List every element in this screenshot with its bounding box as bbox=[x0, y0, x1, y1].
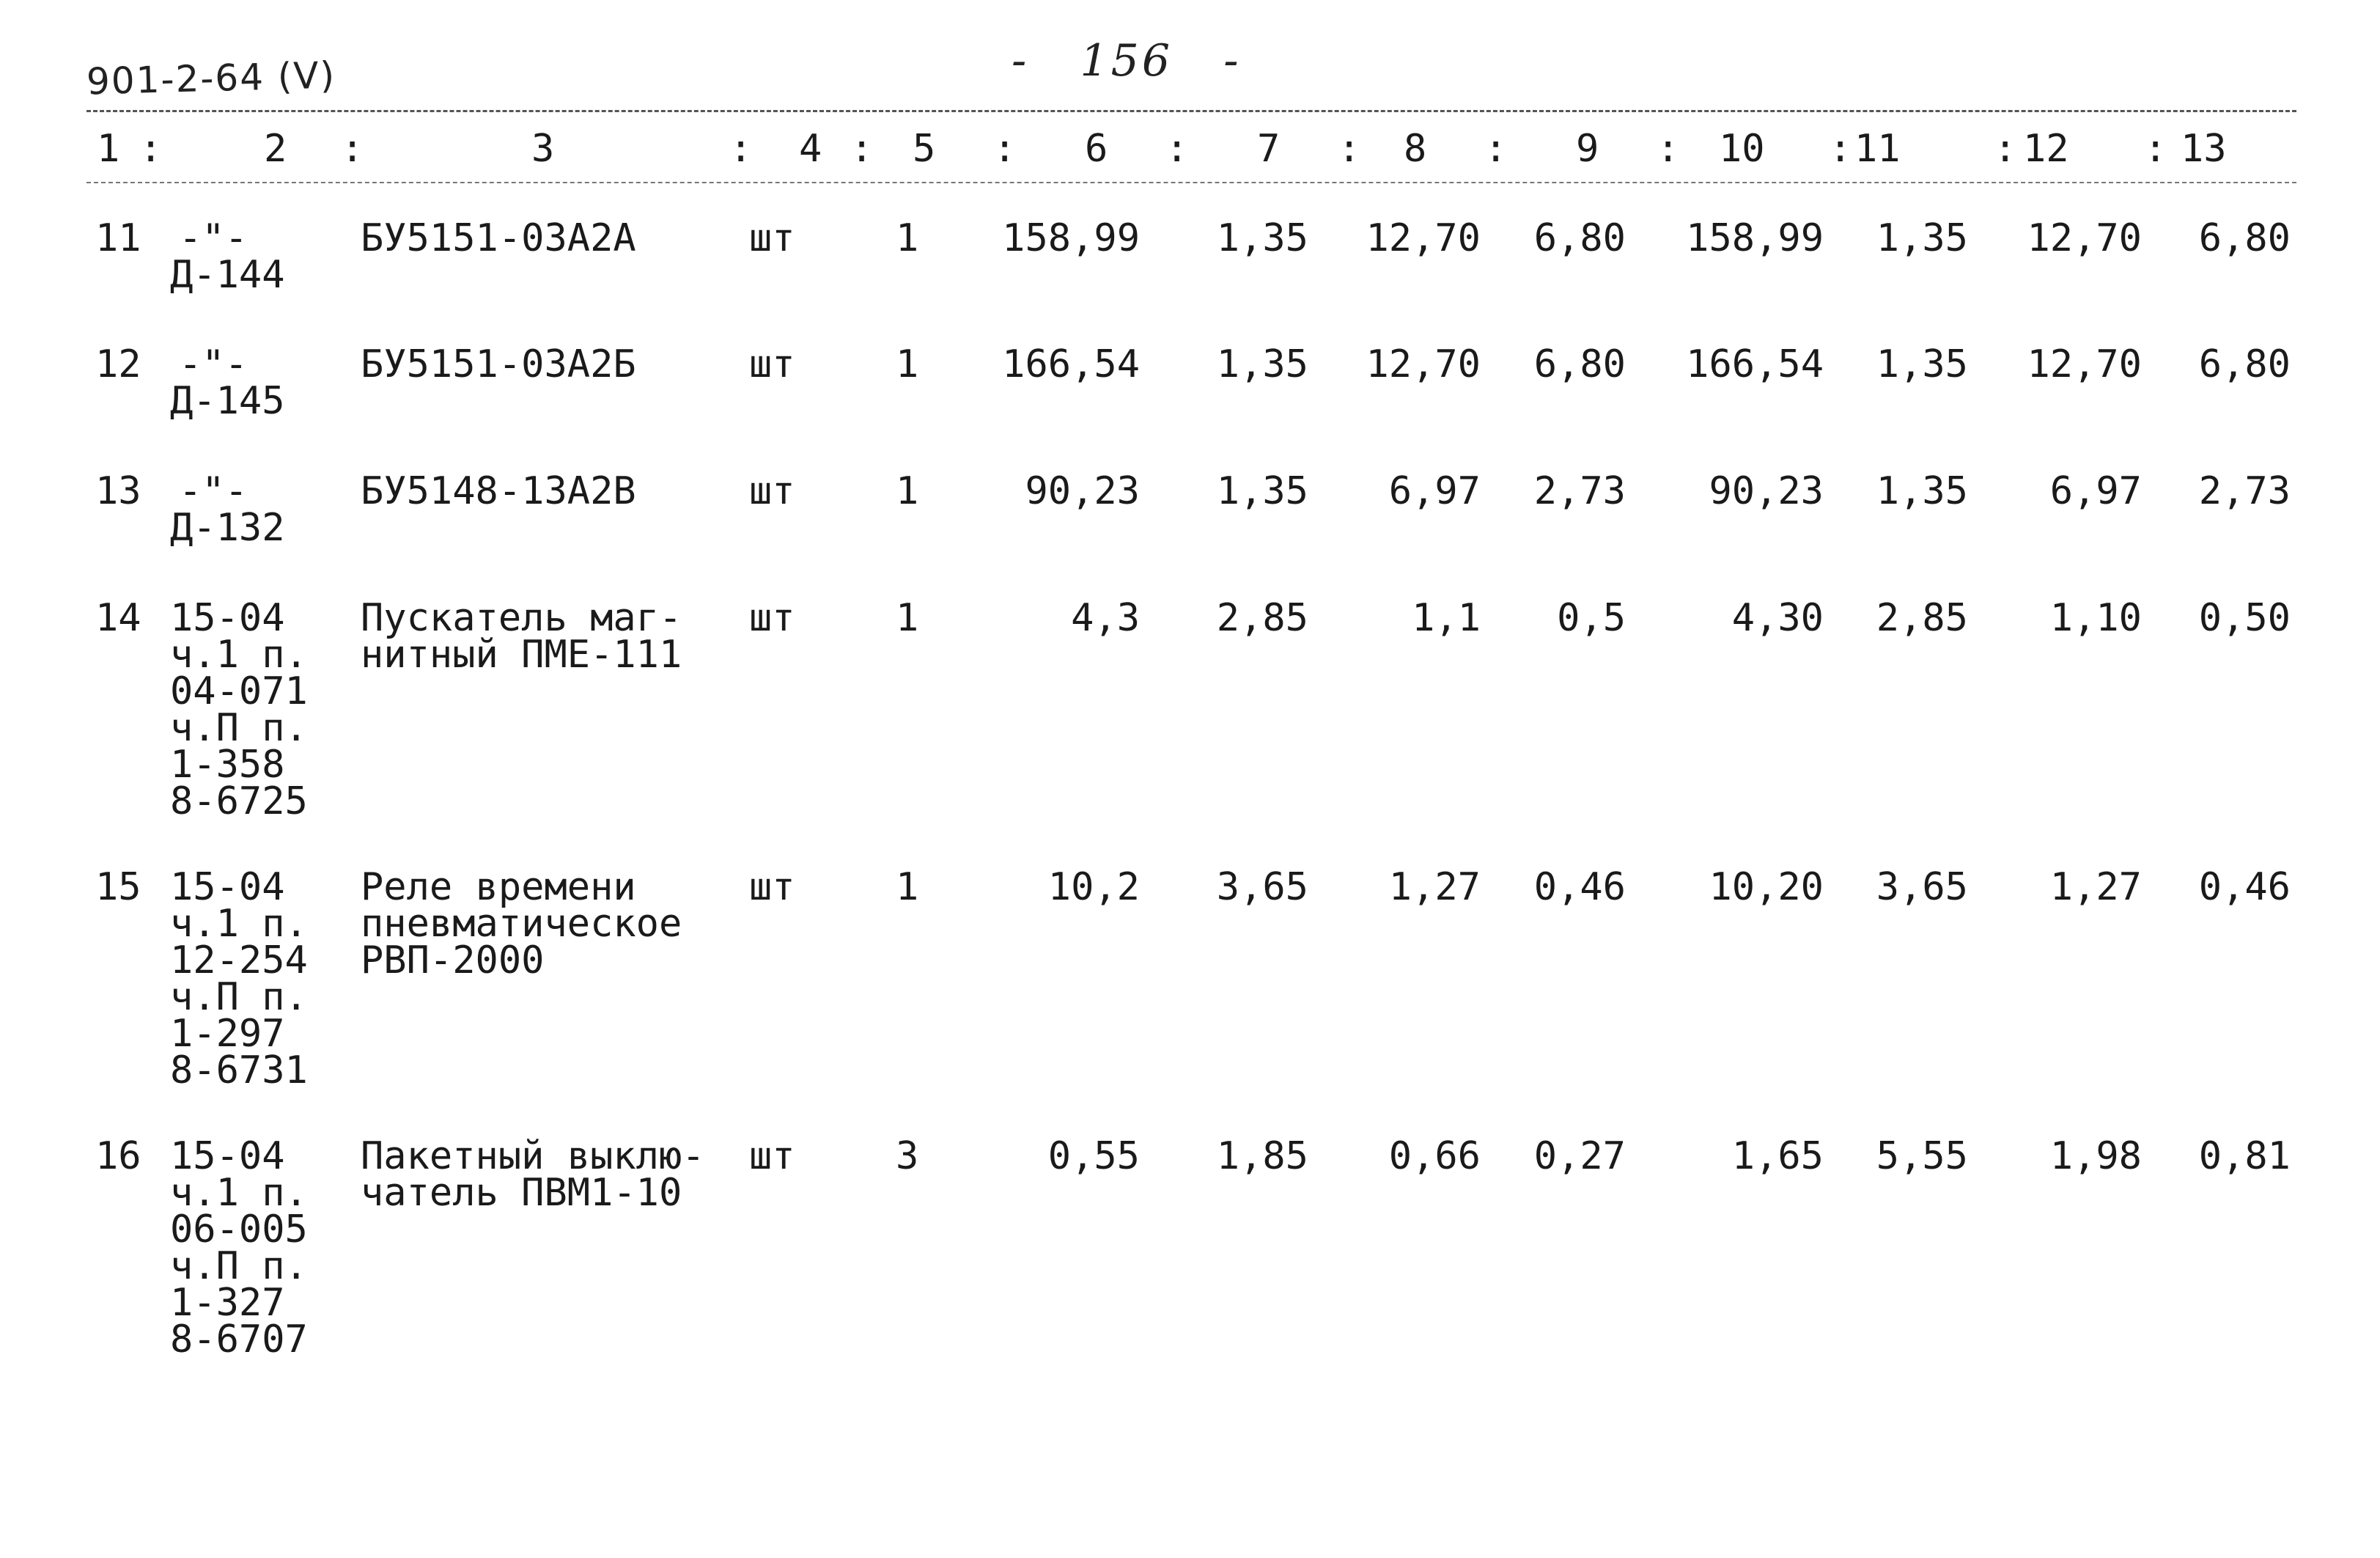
reference-line: 8-6725 bbox=[170, 779, 308, 823]
item-name-line: Пакетный выклю- bbox=[361, 1134, 705, 1178]
value-cell-12: 1,10 bbox=[2049, 596, 2142, 640]
value-cell-12: 12,70 bbox=[2027, 342, 2142, 386]
reference-line: 04-071 bbox=[170, 669, 308, 713]
value-cell-10: 10,20 bbox=[1709, 865, 1824, 909]
value-cell-8: 12,70 bbox=[1366, 216, 1481, 260]
header-separator: : bbox=[2144, 127, 2167, 171]
item-name-line: нитный ПМЕ-111 bbox=[361, 633, 682, 677]
reference-line: ч.П п. bbox=[170, 975, 308, 1019]
reference-line: 1-358 bbox=[170, 743, 285, 787]
header-top-rule bbox=[86, 110, 2296, 112]
header-col-4: 4 bbox=[799, 127, 822, 171]
unit-cell: шт bbox=[749, 596, 795, 640]
header-separator: : bbox=[1165, 127, 1189, 171]
value-cell-11: 1,35 bbox=[1876, 216, 1968, 260]
reference-line: -"- bbox=[179, 469, 248, 513]
value-cell-8: 6,97 bbox=[1388, 469, 1481, 513]
value-cell-13: 2,73 bbox=[2198, 469, 2291, 513]
value-cell-6: 0,55 bbox=[1047, 1134, 1140, 1178]
value-cell-6: 166,54 bbox=[1002, 342, 1140, 386]
value-cell-9: 0,5 bbox=[1557, 596, 1626, 640]
value-cell-13: 6,80 bbox=[2198, 216, 2291, 260]
reference-line: 15-04 bbox=[170, 865, 285, 909]
value-cell-10: 158,99 bbox=[1686, 216, 1824, 260]
row-number: 15 bbox=[95, 865, 141, 909]
item-name-line: Реле времени bbox=[361, 865, 636, 909]
header-col-10: 10 bbox=[1719, 127, 1765, 171]
value-cell-9: 2,73 bbox=[1533, 469, 1626, 513]
value-cell-6: 90,23 bbox=[1025, 469, 1140, 513]
value-cell-7: 3,65 bbox=[1216, 865, 1308, 909]
header-separator: : bbox=[1829, 127, 1852, 171]
item-name-line: чатель ПВМ1-10 bbox=[361, 1171, 682, 1215]
reference-line: -"- bbox=[179, 216, 248, 260]
value-cell-7: 1,35 bbox=[1216, 469, 1308, 513]
item-name-line: БУ5151-03А2Б bbox=[361, 342, 636, 386]
value-cell-6: 10,2 bbox=[1047, 865, 1140, 909]
quantity-cell: 1 bbox=[896, 865, 919, 909]
header-separator: : bbox=[1338, 127, 1361, 171]
page-number: - 156 - bbox=[1012, 35, 1242, 87]
reference-line: 1-297 bbox=[170, 1012, 285, 1056]
value-cell-6: 4,3 bbox=[1071, 596, 1140, 640]
value-cell-7: 1,85 bbox=[1216, 1134, 1308, 1178]
header-col-2: 2 bbox=[264, 127, 287, 171]
reference-line: 8-6731 bbox=[170, 1048, 308, 1092]
value-cell-12: 1,98 bbox=[2049, 1134, 2142, 1178]
reference-line: 15-04 bbox=[170, 596, 285, 640]
value-cell-10: 90,23 bbox=[1709, 469, 1824, 513]
value-cell-11: 5,55 bbox=[1876, 1134, 1968, 1178]
row-number: 13 bbox=[95, 469, 141, 513]
reference-line: Д-145 bbox=[170, 379, 285, 423]
header-col-7: 7 bbox=[1257, 127, 1281, 171]
header-col-12: 12 bbox=[2023, 127, 2069, 171]
reference-line: 12-254 bbox=[170, 938, 308, 982]
value-cell-9: 6,80 bbox=[1533, 216, 1626, 260]
item-name-line: БУ5151-03А2А bbox=[361, 216, 636, 260]
reference-line: -"- bbox=[179, 342, 248, 386]
unit-cell: шт bbox=[749, 216, 795, 260]
reference-line: ч.П п. bbox=[170, 706, 308, 750]
item-name-line: БУ5148-13А2В bbox=[361, 469, 636, 513]
header-col-9: 9 bbox=[1576, 127, 1599, 171]
row-number: 11 bbox=[95, 216, 141, 260]
reference-line: 1-327 bbox=[170, 1281, 285, 1325]
value-cell-8: 0,66 bbox=[1388, 1134, 1481, 1178]
reference-line: ч.1 п. bbox=[170, 633, 308, 677]
reference-line: ч.1 п. bbox=[170, 1171, 308, 1215]
value-cell-7: 2,85 bbox=[1216, 596, 1308, 640]
value-cell-9: 0,46 bbox=[1533, 865, 1626, 909]
unit-cell: шт bbox=[749, 342, 795, 386]
header-col-11: 11 bbox=[1854, 127, 1901, 171]
header-separator: : bbox=[341, 127, 364, 171]
header-separator: : bbox=[1484, 127, 1508, 171]
header-separator: : bbox=[1994, 127, 2017, 171]
document-code: 901-2-64 (V) bbox=[86, 54, 336, 103]
value-cell-13: 6,80 bbox=[2198, 342, 2291, 386]
value-cell-13: 0,81 bbox=[2198, 1134, 2291, 1178]
header-separator: : bbox=[993, 127, 1017, 171]
header-bottom-rule bbox=[86, 182, 2296, 183]
item-name-line: Пускатель маг- bbox=[361, 596, 682, 640]
value-cell-13: 0,50 bbox=[2198, 596, 2291, 640]
header-col-8: 8 bbox=[1404, 127, 1427, 171]
value-cell-8: 1,1 bbox=[1412, 596, 1481, 640]
value-cell-7: 1,35 bbox=[1216, 216, 1308, 260]
quantity-cell: 3 bbox=[896, 1134, 919, 1178]
value-cell-11: 1,35 bbox=[1876, 469, 1968, 513]
header-separator: : bbox=[139, 127, 163, 171]
value-cell-11: 2,85 bbox=[1876, 596, 1968, 640]
reference-line: ч.1 п. bbox=[170, 902, 308, 946]
header-separator: : bbox=[729, 127, 753, 171]
header-col-13: 13 bbox=[2181, 127, 2227, 171]
value-cell-9: 0,27 bbox=[1533, 1134, 1626, 1178]
value-cell-6: 158,99 bbox=[1002, 216, 1140, 260]
item-name-line: пневматическое bbox=[361, 902, 682, 946]
reference-line: 15-04 bbox=[170, 1134, 285, 1178]
value-cell-10: 1,65 bbox=[1731, 1134, 1824, 1178]
header-col-3: 3 bbox=[531, 127, 555, 171]
value-cell-10: 4,30 bbox=[1731, 596, 1824, 640]
quantity-cell: 1 bbox=[896, 596, 919, 640]
value-cell-11: 3,65 bbox=[1876, 865, 1968, 909]
reference-line: ч.П п. bbox=[170, 1244, 308, 1288]
value-cell-11: 1,35 bbox=[1876, 342, 1968, 386]
header-separator: : bbox=[850, 127, 874, 171]
reference-line: 06-005 bbox=[170, 1208, 308, 1252]
unit-cell: шт bbox=[749, 1134, 795, 1178]
item-name-line: РВП-2000 bbox=[361, 938, 545, 982]
header-col-1: 1 bbox=[97, 127, 120, 171]
row-number: 14 bbox=[95, 596, 141, 640]
value-cell-12: 12,70 bbox=[2027, 216, 2142, 260]
reference-line: Д-132 bbox=[170, 506, 285, 550]
reference-line: 8-6707 bbox=[170, 1318, 308, 1362]
row-number: 12 bbox=[95, 342, 141, 386]
value-cell-10: 166,54 bbox=[1686, 342, 1824, 386]
value-cell-8: 12,70 bbox=[1366, 342, 1481, 386]
value-cell-12: 6,97 bbox=[2049, 469, 2142, 513]
quantity-cell: 1 bbox=[896, 342, 919, 386]
header-separator: : bbox=[1657, 127, 1680, 171]
quantity-cell: 1 bbox=[896, 469, 919, 513]
value-cell-13: 0,46 bbox=[2198, 865, 2291, 909]
unit-cell: шт bbox=[749, 865, 795, 909]
value-cell-12: 1,27 bbox=[2049, 865, 2142, 909]
row-number: 16 bbox=[95, 1134, 141, 1178]
unit-cell: шт bbox=[749, 469, 795, 513]
quantity-cell: 1 bbox=[896, 216, 919, 260]
value-cell-9: 6,80 bbox=[1533, 342, 1626, 386]
value-cell-8: 1,27 bbox=[1388, 865, 1481, 909]
header-col-6: 6 bbox=[1085, 127, 1108, 171]
header-col-5: 5 bbox=[913, 127, 936, 171]
reference-line: Д-144 bbox=[170, 253, 285, 297]
value-cell-7: 1,35 bbox=[1216, 342, 1308, 386]
